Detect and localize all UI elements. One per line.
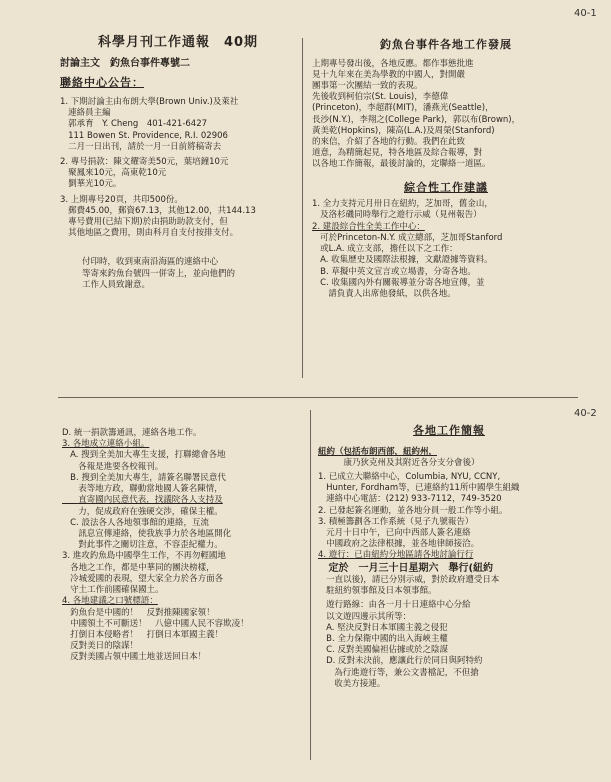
announcement-line: 二月一日出刊，請於一月一日前將稿寄去 (60, 141, 222, 152)
liaison-announcement-heading: 聯絡中心公告： (60, 76, 144, 90)
development-line: 先後收到柯伯宗(St. Louis)，李德偉 (312, 92, 449, 103)
section-divider (58, 397, 578, 398)
action-line: 力，促成政府在強硬交渉，確保主權。 (62, 506, 223, 517)
action-line: 各報是進要各校報刊。 (62, 461, 164, 472)
briefing-title: 各地工作簡報 (413, 424, 485, 437)
announcement-line: 郭承育 Y. Cheng 401-421-6427 (60, 119, 208, 130)
announcement-line: 111 Bowen St. Providence, R.I. 02906 (60, 130, 228, 141)
column-divider-top (302, 38, 303, 378)
briefing-line: 定於 一月三十日星期六 舉行(紐約 (318, 562, 494, 574)
slogan-line: 打倒日本侵略者！ 打倒日本軍國主義！ (62, 629, 224, 640)
action-line: 直寄國內民意代表，找議院各人支持及 (62, 495, 223, 506)
action-line: 各地之工作，都是中華同的團決榜樣， (62, 562, 215, 573)
action-line: D. 統一捐款籌通訊，連絡各地工作。 (62, 428, 202, 438)
top-right-column (312, 38, 580, 300)
slogan-line: 釣魚台是中國的！ 反對推陳國家領！ (62, 607, 215, 618)
suggestion-item: 或L.A. 成立支部，擔任以下之工作： (312, 244, 458, 255)
briefing-line: 元月十日中午，已向中西部人簽名連絡 (318, 528, 471, 539)
briefing-line: 遊行路線：由各一月十日連絡中心分給 (318, 600, 471, 611)
suggestions-heading: 綜合性工作建議 (404, 180, 488, 194)
suggestion-item: 及洛杉磯同時舉行之遊行示威（見州報告） (312, 210, 482, 221)
discussion-subtitle: 討論主文 釣魚台事件專號二 (60, 58, 190, 70)
suggestion-item: 可於Princeton-N.Y. 成立總部，芝加哥Stanford (312, 232, 503, 243)
briefing-line: 4. 遊行：已由紐約分地區請各地討論行行 (318, 550, 474, 561)
announcement-line: 工作人員致謝意。 (82, 279, 151, 290)
announcement-line: 付印時，收到東南沿海區的連絡中心 (82, 257, 219, 268)
briefing-line: C. 反對美國偏袒佔據或於之陰謀 (318, 645, 448, 656)
suggestion-item: 2. 建設綜合性全美工作中心： (312, 221, 425, 232)
action-line: 守土工作前國確保國土。 (62, 585, 164, 596)
bottom-right-column (318, 424, 580, 690)
development-line: 長沙(N.Y.)，李翔之(College Park)，郭以布(Brown)， (312, 114, 521, 125)
top-left-column (60, 34, 296, 291)
development-line: 道意，為精簡起見，特各地區及綜合報導，對 (312, 148, 483, 159)
development-line: 團事第一次團結一致的表現。 (312, 80, 423, 91)
briefing-line: 1. 已成立大聯絡中心，Columbia, NYU, CCNY, (318, 471, 501, 482)
briefing-line: 康乃狄克州及其附近各分支分會後） (318, 457, 480, 468)
announcement-line: 等寄來釣魚台號四一併寄上，並向他們的 (82, 268, 236, 279)
briefing-line: 2. 已發起簽名運動，並各地分員一般工作等小組。 (318, 505, 508, 516)
announcement-line: 郵費45.00，郵資67.13，其他12.00，共144.13 (60, 205, 256, 216)
action-line: 表等地方政，聯動當地國人簽名陳情， (62, 484, 223, 495)
bottom-left-column (62, 428, 306, 664)
briefing-line: 收美方接連。 (318, 678, 386, 689)
announcement-line: 2. 專号捐款：陳文耀寄美50元，葉培鐘10元 (60, 156, 229, 167)
development-line: 上期專号發出後，各地反應。都作事態批進 (312, 58, 474, 69)
action-line: 3. 進攻釣魚島中國學生工作，不再勿輕國地 (62, 551, 226, 562)
action-line: 對此事件之關切注意，不容歪紀權力。 (62, 540, 223, 551)
briefing-line: 一直以後)，請已分別示威，對於政府遭受日本 (318, 574, 500, 585)
action-line: 訊息宣傳連絡，使我族爭力於各地區開化 (62, 528, 232, 539)
briefing-line: 3. 積極籌劃各工作系統（見子九號報告） (318, 516, 474, 527)
suggestion-item: B. 草擬中英文宣言或立場書，分寄各地。 (312, 266, 476, 277)
briefing-line: 為行進遊行等，兼公文書檔記，不但搶 (318, 667, 479, 678)
briefing-line: D. 反對未決前，應讓此行於同日與阿特約 (318, 656, 483, 667)
announcement-line: 劉華光10元。 (60, 179, 122, 190)
briefing-line: 紐約（包括布朗西部，紐約州， (318, 446, 438, 457)
development-line: 的來信，介紹了各地的行動。我們在此致 (312, 137, 466, 148)
suggestion-item: 請負責人出席他發紙，以供各地。 (312, 288, 456, 299)
action-line: 冷城爱國的表現，望大家全力於各方面各 (62, 573, 224, 584)
action-line: C. 設法各人各地領事館的連絡，互流 (62, 517, 209, 528)
briefing-line: 連絡中心電話：(212) 933-7112，749-3520 (318, 494, 502, 505)
development-line: 以各地工作簡報，最後討論的，定聯絡一道區。 (312, 159, 491, 170)
announcement-line: 聚鳳來10元，高東乾10元 (60, 168, 167, 179)
announcement-line: 專号費用(已結下期)於由捐助助款支付，但 (60, 217, 228, 228)
slogan-line: 中國領土不可斷送！ 八億中國人民不容欺凌！ (62, 618, 249, 629)
briefing-line: A. 堅決反對日本軍國主義之侵犯 (318, 622, 448, 633)
suggestion-item: A. 收集歷史及國際法根據，文獻證據等資料。 (312, 255, 493, 266)
briefing-line: 以文遊四邊示其所等： (318, 611, 412, 622)
action-line: 3. 各地成立連絡小組。 (62, 439, 150, 450)
announcement-line: 其他地區之費用，則由科月自支付按排支付。 (60, 228, 239, 239)
page-number-top: 40-1 (574, 8, 597, 19)
development-line: 黃美乾(Hopkins)，陳高(L.A.)及周榮(Stanford) (312, 125, 495, 136)
newsletter-title: 科學月刊工作通報 40期 (97, 35, 259, 50)
action-line: 4. 各地建議之口號標語： (62, 596, 158, 607)
slogan-line: 反對美國占領中國土地並送回日本！ (62, 652, 207, 663)
announcement-line: 連絡員主編 (60, 108, 111, 119)
briefing-line: 駐紐約領事館及日本領事館。 (318, 586, 437, 597)
column-divider-bottom (310, 410, 311, 760)
briefing-line: Hunter, Fordham等，已連絡約11所中國學生組織 (318, 483, 520, 494)
suggestion-item: 1. 全力支持元月卅日在紐約，芝加哥，舊金山， (312, 199, 493, 210)
announcement-line: 3. 上期專号20頁，共印500份。 (60, 194, 183, 205)
announcement-line: 1. 下期討論主由布朗大學(Brown Univ.)及萊社 (60, 96, 239, 107)
slogan-line: 反對美日的陰謀！ (62, 641, 139, 652)
page-number-bottom: 40-2 (574, 408, 597, 419)
briefing-line: 中國政府之法律根據，並各地律師接洽。 (318, 539, 480, 550)
development-line: (Princeton)，李超群(MIT)，潘燕光(Seattle)， (312, 103, 494, 114)
development-line: 見十九年來在美為學教的中國人，對開嚴 (312, 69, 466, 80)
action-line: B. 搜到全美加大專生，請簽名聯署民意代 (62, 472, 226, 483)
action-line: A. 搜到全美加大專生支援，打聯總會各地 (62, 450, 226, 461)
development-title: 釣魚台事件各地工作發展 (380, 38, 512, 51)
suggestion-item: C. 收集國內外有關報導並分寄各地宣傳，並 (312, 277, 485, 288)
briefing-line: B. 全力保衛中國的出入海峽主權 (318, 633, 448, 644)
